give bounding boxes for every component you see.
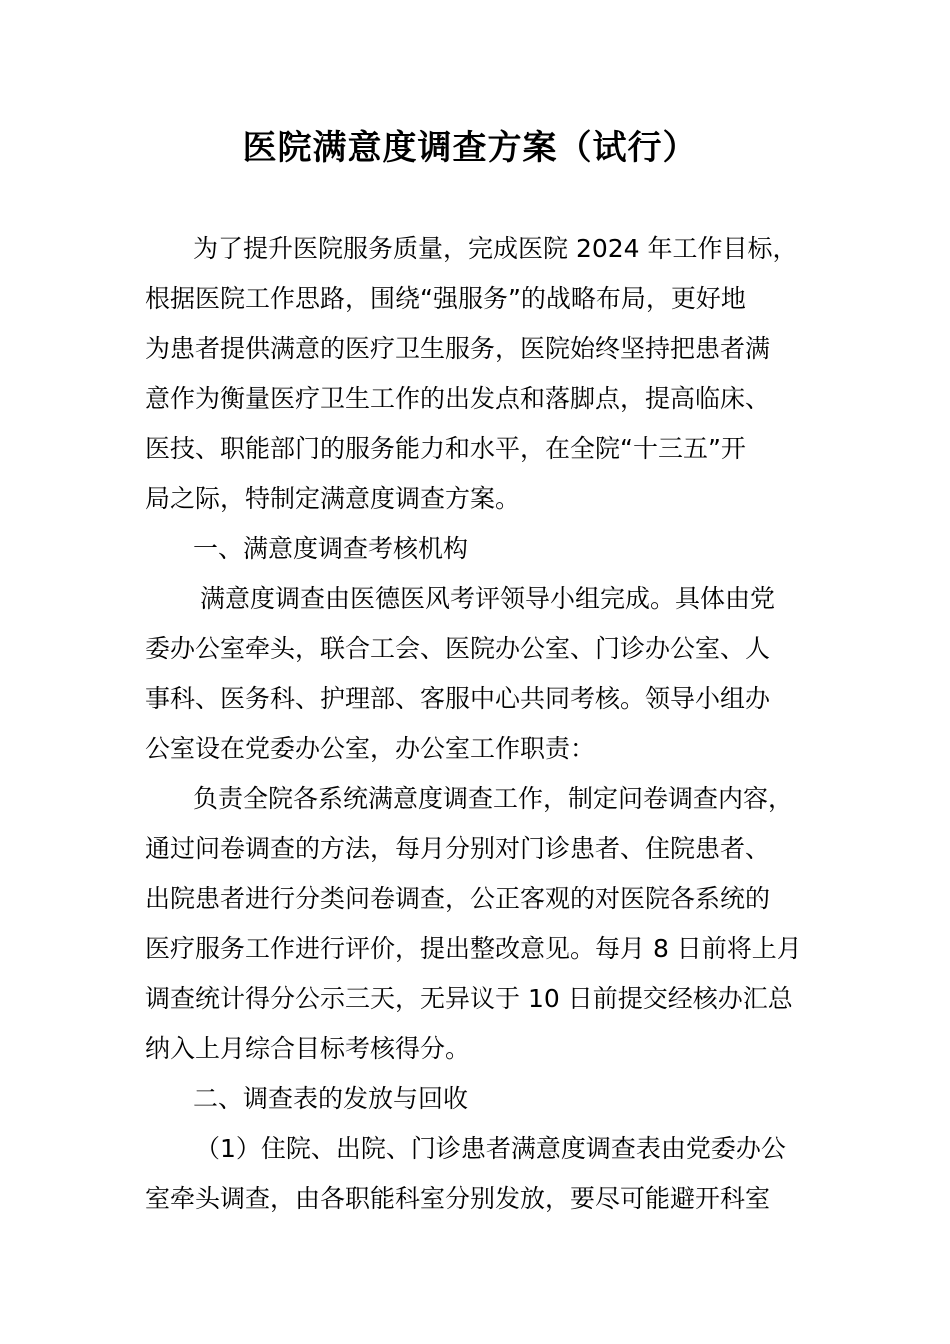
paragraph-line: 为了提升医院服务质量，完成医院 2024 年工作目标，: [193, 234, 798, 263]
paragraph-line: （1）住院、出院、门诊患者满意度调查表由党委办公: [195, 1134, 786, 1163]
paragraph-line: 事科、医务科、护理部、客服中心共同考核。领导小组办: [145, 684, 771, 713]
paragraph-line: 纳入上月综合目标考核得分。: [145, 1034, 471, 1063]
section-heading: 一、满意度调查考核机构: [193, 534, 469, 563]
paragraph-line: 室牵头调查，由各职能科室分别发放，要尽可能避开科室: [145, 1184, 771, 1213]
paragraph-line: 根据医院工作思路，围绕“强服务”的战略布局，更好地: [145, 284, 746, 313]
paragraph-line: 委办公室牵头，联合工会、医院办公室、门诊办公室、人: [145, 634, 771, 663]
paragraph-line: 医疗服务工作进行评价，提出整改意见。每月 8 日前将上月: [145, 934, 802, 963]
paragraph-line: 局之际，特制定满意度调查方案。: [145, 484, 521, 513]
paragraph-line: 公室设在党委办公室，办公室工作职责：: [145, 734, 596, 763]
paragraph-line: 满意度调查由医德医风考评领导小组完成。具体由党: [200, 584, 776, 613]
paragraph-line: 通过问卷调查的方法，每月分别对门诊患者、住院患者、: [145, 834, 771, 863]
paragraph-line: 意作为衡量医疗卫生工作的出发点和落脚点，提高临床、: [145, 384, 771, 413]
paragraph-line: 医技、职能部门的服务能力和水平，在全院“十三五”开: [145, 434, 746, 463]
paragraph-line: 负责全院各系统满意度调查工作，制定问卷调查内容，: [193, 784, 794, 813]
paragraph-line: 为患者提供满意的医疗卫生服务，医院始终坚持把患者满: [145, 334, 771, 363]
paragraph-line: 出院患者进行分类问卷调查，公正客观的对医院各系统的: [145, 884, 771, 913]
document-title: 医院满意度调查方案（试行）: [242, 128, 698, 168]
section-heading: 二、调查表的发放与回收: [193, 1084, 469, 1113]
paragraph-line: 调查统计得分公示三天，无异议于 10 日前提交经核办汇总: [145, 984, 793, 1013]
